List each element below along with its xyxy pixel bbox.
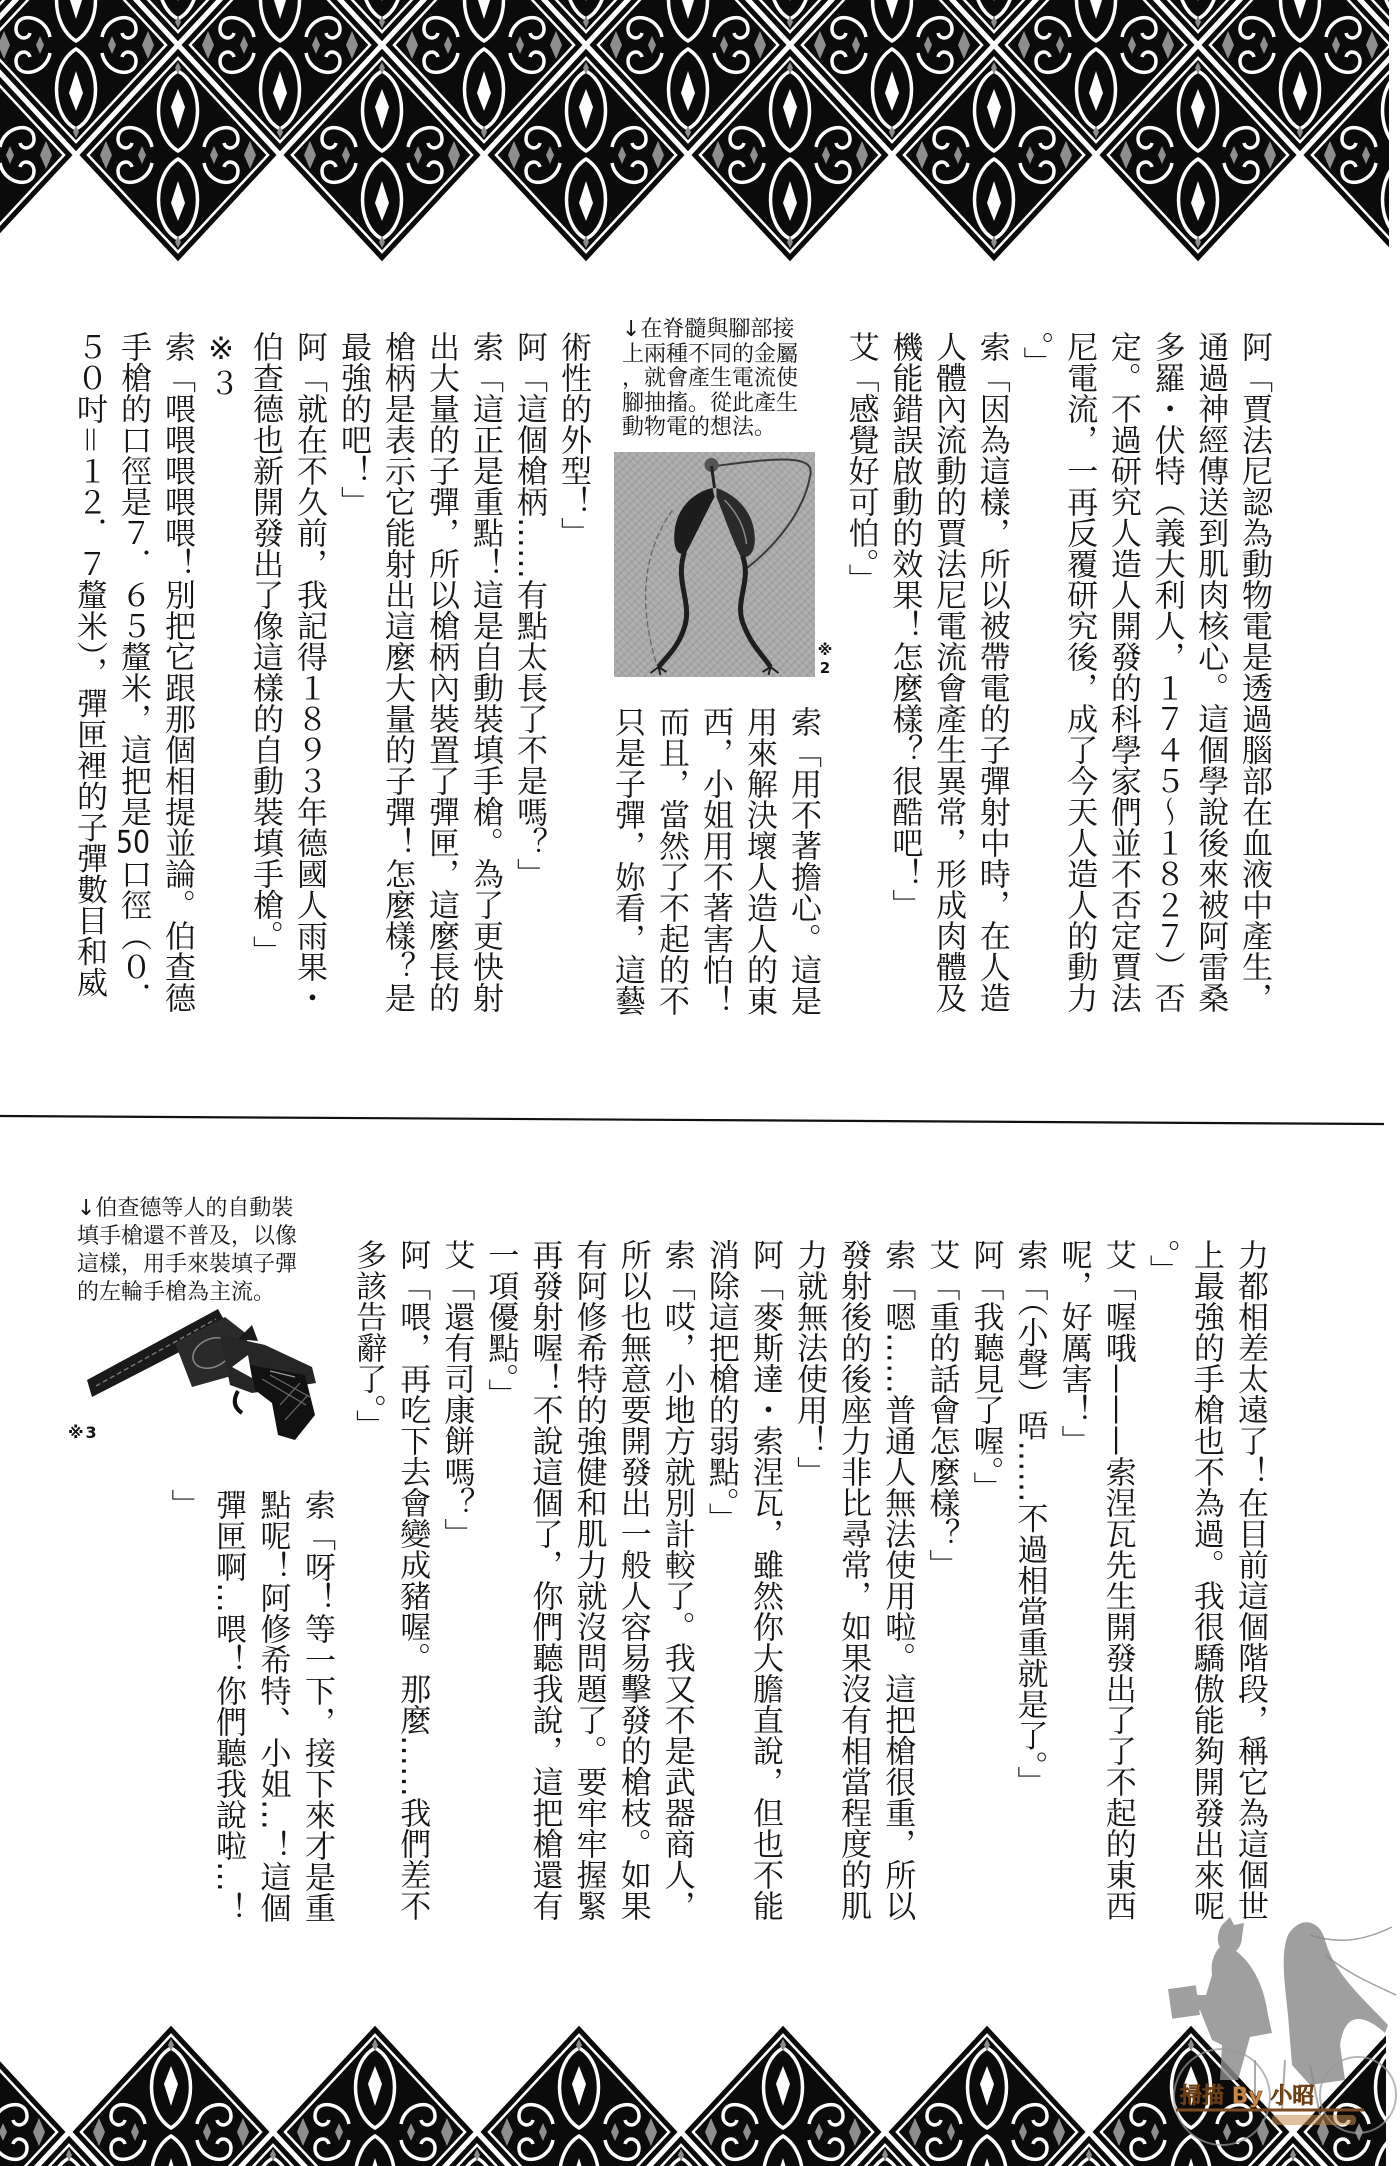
text-column: 只是子彈，妳看，這藝 [609, 706, 645, 1016]
footnote-column: ※３ [203, 331, 239, 398]
watermark-book [1168, 1985, 1200, 2019]
top-left-text-block [67, 331, 595, 1013]
text-column: 有阿修希特的強健和肌力就沒問題了。要牢牢握緊 [570, 1239, 607, 1921]
text-column [111, 331, 155, 1013]
text-column: 多羅・伏特（義大利人，１７４５～１８２７）否 [1148, 331, 1185, 1013]
text-segment-upright-number: 50 [115, 827, 151, 858]
bottom-tail-text-block [161, 1489, 339, 1923]
text-column: 消除這把槍的弱點。」 [702, 1239, 739, 1534]
top-ornamental-border [0, 0, 1400, 272]
text-column: 槍柄是表示它能射出這麼大量的子彈！怎麼樣？是 [379, 331, 415, 1013]
caption-line: 動物電的想法。 [622, 415, 777, 440]
text-column: 力就無法使用！」 [791, 1239, 828, 1487]
caption-line: ↓伯查德等人的自動裝 [77, 1196, 294, 1221]
text-column: 用來解決壞人造人的東 [741, 706, 777, 1016]
section-divider-line [0, 1110, 1400, 1130]
text-column: 定。不過研究人造人開發的科學家們並不否定賈法 [1104, 331, 1141, 1013]
footnote-mark: ※2 [816, 641, 834, 677]
text-column: 。」 [1143, 1239, 1180, 1286]
text-column: 一項優點。」 [482, 1239, 519, 1410]
text-column: 阿「我聽見了喔。」 [967, 1239, 1004, 1503]
under-figure-text-block [605, 706, 825, 1016]
text-column: 出大量的子彈，所以槍柄內裝置了彈匣，這麼長的 [423, 331, 459, 1013]
top-right-text-block [838, 331, 1275, 1013]
text-column: 人體內流動的賈法尼電流會產生異常，形成肉體及 [930, 331, 967, 1013]
text-column: 索「因為這樣，所以被帶電的子彈射中時，在人造 [973, 331, 1010, 1013]
text-column: 艾「喔哦———索涅瓦先生開發出了了不起的東西 [1099, 1239, 1136, 1921]
text-column: 」 [165, 1489, 202, 1520]
text-column: 。」 [1017, 331, 1054, 378]
text-column: 呢，好厲害！」 [1055, 1239, 1092, 1456]
text-segment: 口徑（０． [115, 858, 151, 1013]
text-column: 術性的外型！」 [555, 331, 591, 548]
text-column: 索「（小聲）唔……不過相當重就是了。」 [1011, 1239, 1048, 1797]
text-column: 所以也無意要開發出一般人容易擊發的槍枝。如果 [614, 1239, 651, 1921]
text-column: 而且，當然了不起的不 [653, 706, 689, 1016]
text-column: 阿「就在不久前，我記得１８９３年德國人雨果・ [291, 331, 327, 1013]
text-column: 索「嗯……普通人無法使用啦。這把槍很重，所以 [879, 1239, 916, 1921]
text-column: 艾「還有司康餅嗎？」 [438, 1239, 475, 1549]
text-column: 伯查德也新開發出了像這樣的自動裝填手槍。」 [247, 331, 283, 967]
text-column: ５０吋＝１２．７釐米），彈匣裡的子彈數目和威 [71, 331, 107, 998]
text-column: 索「呀！等一下，接下來才是重 [299, 1489, 335, 1923]
text-column: 索「哎，小地方就別計較了。我又不是武器商人， [658, 1239, 695, 1921]
text-column: 阿「這個槍柄……有點太長了不是嗎？」 [511, 331, 547, 889]
text-column: 發射後的後座力非比尋常，如果沒有相當程度的肌 [835, 1239, 872, 1921]
text-column: 尼電流，一再反覆研究後，成了今天人造人的動力 [1061, 331, 1098, 1013]
caption-line: 的左輪手槍為主流。 [77, 1280, 276, 1305]
text-column: 點呢！阿修希特、小姐…！這個 [254, 1489, 291, 1923]
text-column: 機能錯誤啟動的效果！怎麼樣？很酷吧！」 [886, 331, 923, 920]
text-column: 艾「感覺好可怕。」 [842, 331, 879, 595]
text-column: 力都相差太遠了！在目前這個階段，稱它為這個世 [1232, 1239, 1268, 1921]
text-column: 阿「麥斯達・索涅瓦，雖然你大膽直說，但也不能 [746, 1239, 783, 1921]
watermark-text: 掃描 By 小昭 [1180, 2084, 1315, 2109]
text-column: 阿「賈法尼認為動物電是透過腦部在血液中產生， [1236, 331, 1272, 1013]
text-column: 多該告辭了。」 [350, 1239, 387, 1441]
text-column: 索「喂喂喂喂喂！別把它跟那個相提並論。伯查德 [159, 331, 195, 1013]
footnote-mark: ※3 [68, 1423, 99, 1442]
caption-line: ↓在脊髓與腳部接 [622, 317, 795, 342]
text-column: 最強的吧！」 [335, 331, 371, 517]
bottom-main-text-block [346, 1239, 1272, 1921]
caption-line: 上兩種不同的金屬 [622, 341, 799, 367]
text-column: 上最強的手槍也不為過。我很驕傲能夠開發出來呢 [1187, 1239, 1224, 1921]
text-segment: 手槍的口徑是７．６５釐米，這把是 [115, 331, 151, 827]
caption-line: 腳抽搐。從此產生 [622, 390, 799, 416]
revolver-figure-caption [77, 1195, 297, 1307]
text-column: 彈匣啊…喂！你們聽我說啦…！ [210, 1489, 246, 1923]
frog-figure-caption [622, 318, 798, 441]
caption-line: ，就會產生電流使 [622, 366, 799, 391]
caption-line: 這樣，用手來裝填子彈 [77, 1252, 298, 1277]
revolver-illustration [80, 1305, 320, 1445]
text-column: 索「這正是重點！這是自動裝填手槍。為了更快射 [467, 331, 503, 1013]
caption-line: 填手槍還不普及，以像 [77, 1224, 298, 1249]
text-column: 索「用不著擔心。這是 [785, 706, 821, 1016]
text-column: 西，小姐用不著害怕！ [697, 706, 733, 1016]
text-column: 阿「喂，再吃下去會變成豬喔。那麼……我們差不 [394, 1239, 431, 1921]
text-column: 再發射喔！不說這個了，你們聽我說，這把槍還有 [526, 1239, 563, 1921]
text-column: 通過神經傳送到肌肉核心。這個學說後來被阿雷桑 [1192, 331, 1229, 1013]
text-column: 艾「重的話會怎麼樣？」 [923, 1239, 960, 1580]
frog-legs-illustration [614, 452, 815, 677]
watermark [1160, 1915, 1400, 2150]
